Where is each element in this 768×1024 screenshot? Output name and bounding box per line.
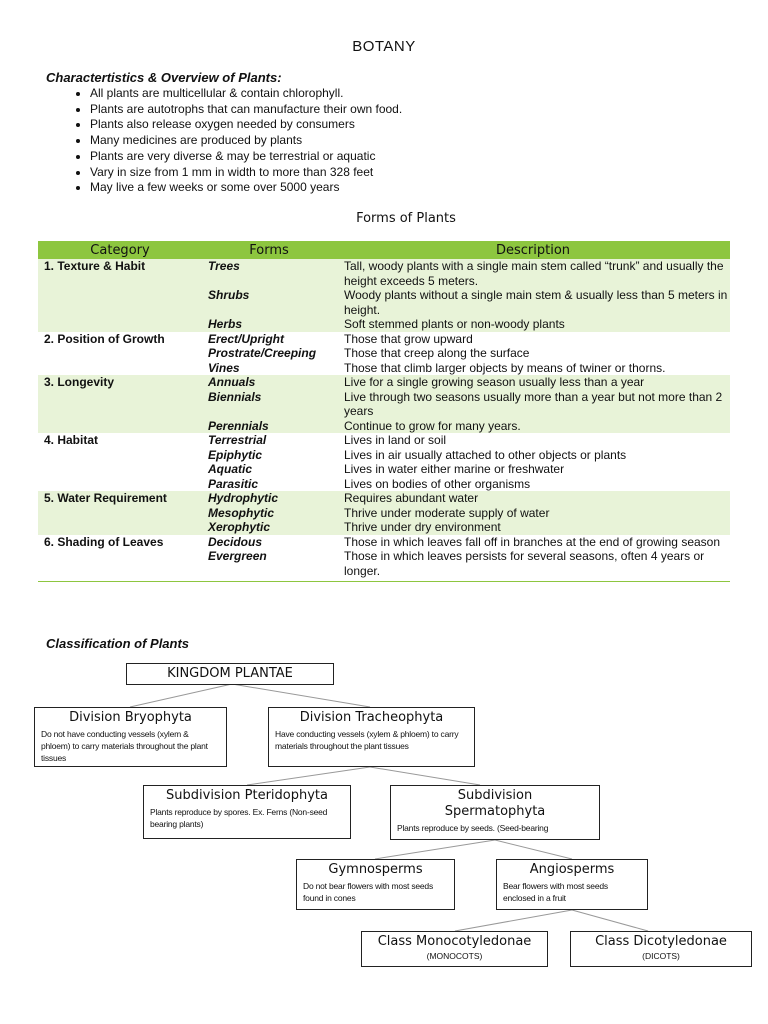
description-cell: Soft stemmed plants or non-woody plants <box>336 317 730 332</box>
box-title: Subdivision Spermatophyta <box>444 788 546 819</box>
header-description: Description <box>336 241 730 259</box>
overview-heading: Charactertistics & Overview of Plants: <box>46 70 282 85</box>
form-cell: Vines <box>208 360 240 375</box>
category-cell: 6. Shading of Leaves <box>44 534 164 549</box>
description-cell: Requires abundant water <box>336 491 730 506</box>
form-cell: Mesophytic <box>202 506 336 521</box>
form-cell: Herbs <box>202 317 336 332</box>
box-description: Bear flowers with most seeds enclosed in a fruit <box>503 881 608 903</box>
box-title: Angiosperms <box>529 862 615 877</box>
form-cell: Trees <box>202 259 336 288</box>
description-cell: Thrive under dry environment <box>336 520 730 535</box>
list-item: • All plants are multicellular & contain chlorophyll. <box>90 86 402 102</box>
list-item: • Many medicines are produced by plants <box>90 133 402 149</box>
class-dicotyledonae-box <box>570 931 752 967</box>
form-cell: Terrestrial <box>208 433 267 447</box>
subdivision-spermatophyta-box <box>390 785 600 840</box>
box-description: Plants reproduce by seeds. (Seed-bearing <box>397 823 549 833</box>
description-cell: Lives in water either marine or freshwater <box>344 462 565 476</box>
list-item: • Vary in size from 1 mm in width to more than 328 feet <box>90 165 402 181</box>
box-title: Class Dicotyledonae <box>595 934 727 949</box>
description-cell: Thrive under moderate supply of water <box>336 506 730 521</box>
form-cell: Shrubs <box>202 288 336 317</box>
angiosperms-box <box>496 859 648 910</box>
description-cell: Woody plants without a single main stem & usually less than 5 meters in height. <box>336 288 730 317</box>
box-description: Do not have conducting vessels (xylem & phloem) to carry materials throughout the plant tissues <box>41 729 208 763</box>
list-item: • May live a few weeks or some over 5000 years <box>90 180 402 196</box>
connector-line <box>370 767 480 785</box>
connector-line <box>130 684 232 707</box>
category-cell: 1. Texture & Habit <box>38 259 202 288</box>
form-cell: Erect/Upright <box>208 331 285 346</box>
forms-table-title: Forms of Plants <box>356 211 456 226</box>
connector-line <box>375 840 495 859</box>
description-cell: Lives in land or soil <box>344 433 447 447</box>
header-category: Category <box>38 241 202 259</box>
box-title: KINGDOM PLANTAE <box>167 666 293 681</box>
form-cell: Evergreen <box>202 549 336 582</box>
description-cell: Those in which leaves fall off in branches at the end of growing season <box>344 534 721 549</box>
description-cell: Live for a single growing season usually less than a year <box>336 375 730 390</box>
kingdom-plantae-box <box>126 663 334 685</box>
box-description: Have conducting vessels (xylem & phloem) to carry materials throughout the plant tissues <box>275 729 459 751</box>
list-item: • Plants are very diverse & may be terrestrial or aquatic <box>90 149 402 165</box>
description-cell: Tall, woody plants with a single main stem called “trunk” and usually the height exceeds 5 meters. <box>336 259 730 288</box>
description-cell: Lives in air usually attached to other objects or plants <box>344 447 627 462</box>
division-tracheophyta-box <box>268 707 475 767</box>
category-cell: 2. Position of Growth <box>44 331 165 346</box>
form-cell: Parasitic <box>208 476 259 491</box>
description-cell: Continue to grow for many years. <box>336 419 730 434</box>
class-monocotyledonae-box <box>361 931 548 967</box>
description-cell: Those in which leaves persists for several seasons, often 4 years or longer. <box>336 549 730 582</box>
box-description: (DICOTS) <box>642 951 680 961</box>
category-cell: 5. Water Requirement <box>38 491 202 506</box>
box-title: Class Monocotyledonae <box>377 934 532 949</box>
box-title: Division Tracheophyta <box>299 710 444 725</box>
category-cell: 4. Habitat <box>44 433 99 447</box>
page-title: BOTANY <box>352 38 416 55</box>
category-cell: 3. Longevity <box>38 375 202 390</box>
list-item: • Plants also release oxygen needed by consumers <box>90 117 402 133</box>
form-cell: Hydrophytic <box>202 491 336 506</box>
form-cell: Perennials <box>202 419 336 434</box>
description-cell: Live through two seasons usually more than a year but not more than 2 years <box>336 390 730 419</box>
subdivision-pteridophyta-box <box>143 785 351 839</box>
box-title: Gymnosperms <box>328 862 423 877</box>
description-cell: Those that grow upward <box>344 331 473 346</box>
form-cell: Annuals <box>202 375 336 390</box>
form-cell: Aquatic <box>208 462 253 476</box>
form-cell: Biennials <box>202 390 336 419</box>
box-description: (MONOCOTS) <box>426 951 483 961</box>
connector-line <box>572 910 648 931</box>
connector-line <box>495 840 572 859</box>
form-cell: Decidous <box>208 534 263 549</box>
connector-line <box>232 684 370 707</box>
description-cell: Those that creep along the surface <box>344 346 530 360</box>
description-cell: Those that climb larger objects by means of twiner or thorns. <box>344 360 666 375</box>
box-description: Do not bear flowers with most seeds found in cones <box>303 881 434 903</box>
connector-line <box>455 910 572 931</box>
box-title: Division Bryophyta <box>69 710 192 725</box>
description-cell: Lives on bodies of other organisms <box>344 476 531 491</box>
form-cell: Xerophytic <box>202 520 336 535</box>
classification-heading: Classification of Plants <box>46 636 190 651</box>
box-description: Plants reproduce by spores. Ex. Ferns (Non-seed bearing plants) <box>150 807 328 829</box>
box-title: Subdivision Pteridophyta <box>166 788 328 803</box>
form-cell: Epiphytic <box>208 447 263 462</box>
connector-line <box>247 767 370 785</box>
division-bryophyta-box <box>34 707 227 767</box>
gymnosperms-box <box>296 859 455 910</box>
list-item: • Plants are autotrophs that can manufacture their own food. <box>90 102 402 118</box>
form-cell: Prostrate/Creeping <box>208 346 317 360</box>
header-forms: Forms <box>202 241 336 259</box>
